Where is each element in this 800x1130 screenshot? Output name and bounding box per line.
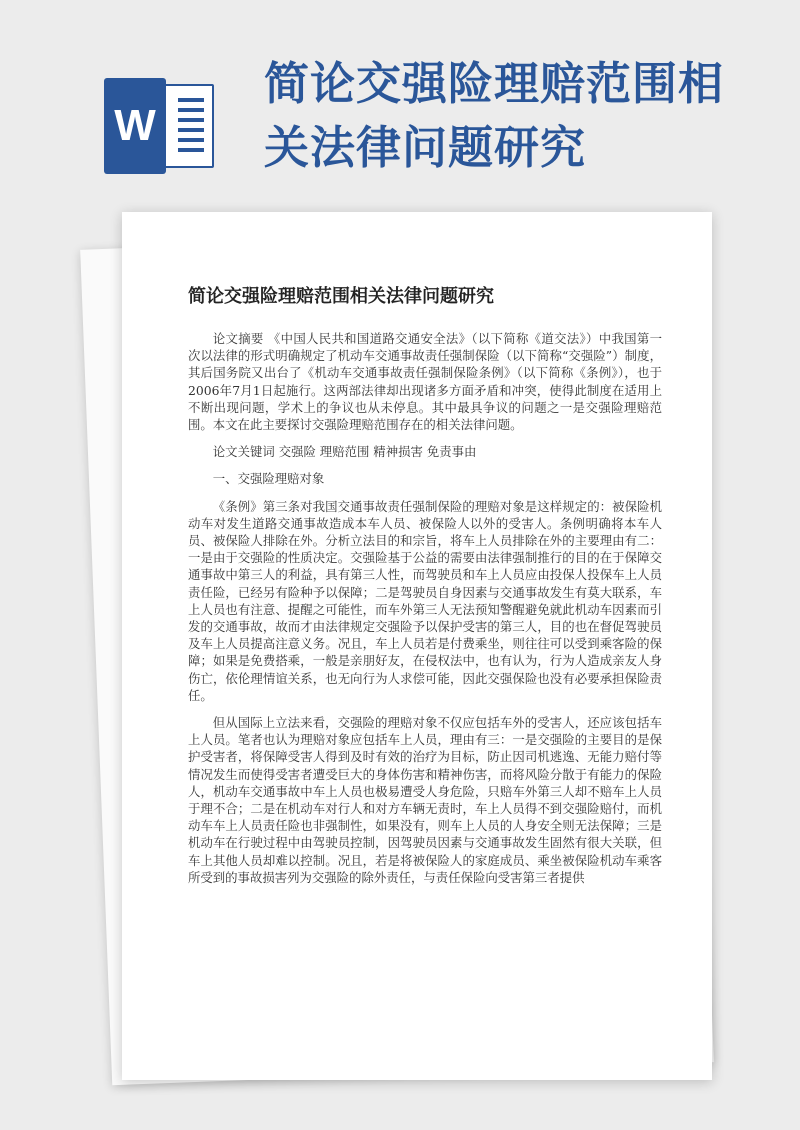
document-header (0, 0, 800, 200)
word-document-icon (104, 78, 216, 174)
keywords-paragraph: 论文关键词 交强险 理赔范围 精神损害 免责事由 (212, 444, 477, 460)
body-paragraph: 但从国际上立法来看，交强险的理赔对象不仅应包括车外的受害人，还应该包括车上人员。笔者也认为理赔对象应包括车上人员，理由有三：一是交强险的主要目的是保护受害者，将保障受害人得到及时有效的治疗为目标，防止因司机逃逸、无能力赔付等情况发生而使得受害者遭受巨大的身体伤害和精神伤害，而将风险分散于有能力的保险人，机动车交通事故中车上人员也极易遭受人身危险，只赔车外第三人却不赔车上人员于理不合；二是在机动车对行人和对方车辆无责时，车上人员得不到交强险赔付，而机动车车上人员责任险也非强制性，如果没有，则车上人员的人身安全则无法保障；三是机动车在行驶过程中由驾驶员控制，因驾驶员因素与交通事故发生固然有很大关联，但车上其他人员却难以控制。况且，若是将被保险人的家庭成员、乘坐被保险机动车乘客所受到的事故损害列为交强险的除外责任，与责任保险向受害第三者提供 (188, 715, 662, 885)
banner-title: 简论交强险理赔范围相关法律问题研究 (264, 57, 725, 174)
abstract-paragraph: 论文摘要 《中国人民共和国道路交通安全法》（以下简称《道交法》）中我国第一次以法律的形式明确规定了机动车交通事故责任强制保险（以下简称“交强险”）制度，其后国务院又出台了《机动车交通事故责任强制保险条例》（以下简称《条例》），也于2006年7月1日起施行。这两部法律却出现诸多方面矛盾和冲突，使得此制度在适用上不断出现问题，学术上的争议也从未停息。其中最具争议的问题之一是交强险理赔范围。本文在此主要探讨交强险理赔范围存在的相关法律问题。 (188, 331, 662, 433)
article-body (188, 330, 662, 896)
body-paragraph: 《条例》第三条对我国交通事故责任强制保险的理赔对象是这样规定的：被保险机动车对发生道路交通事故造成本车人员、被保险人以外的受害人。条例明确将本车人员、被保险人排除在外。分析立法目的和宗旨，将车上人员排除在外的主要理由有二：一是由于交强险的性质决定。交强险基于公益的需要由法律强制推行的目的在于保障交通事故中第三人的利益，具有第三人性，而驾驶员和车上人员应由投保人投保车上人员责任险，已经另有险种予以保障；二是驾驶员自身因素与交通事故发生有莫大联系，车上人员也有注意、提醒之可能性，而车外第三人无法预知警醒避免就此机动车因素而引发的交通事故，故而才由法律规定交强险予以保护受害的第三人，目的也在督促驾驶员及车上人员提高注意义务。况且，车上人员若是付费乘坐，则往往可以受到乘客险的保障；如果是免费搭乘，一般是亲朋好友，在侵权法中，也有认为，行为人造成亲友人身伤亡，依伦理情谊关系，也无向行为人求偿可能，因此交强保险也没有必要承担保险责任。 (188, 498, 662, 703)
article-title: 简论交强险理赔范围相关法律问题研究 (188, 286, 494, 307)
document-page (122, 212, 712, 1080)
word-letter-badge: W (104, 78, 166, 174)
section-heading: 一、交强险理赔对象 (212, 471, 325, 487)
